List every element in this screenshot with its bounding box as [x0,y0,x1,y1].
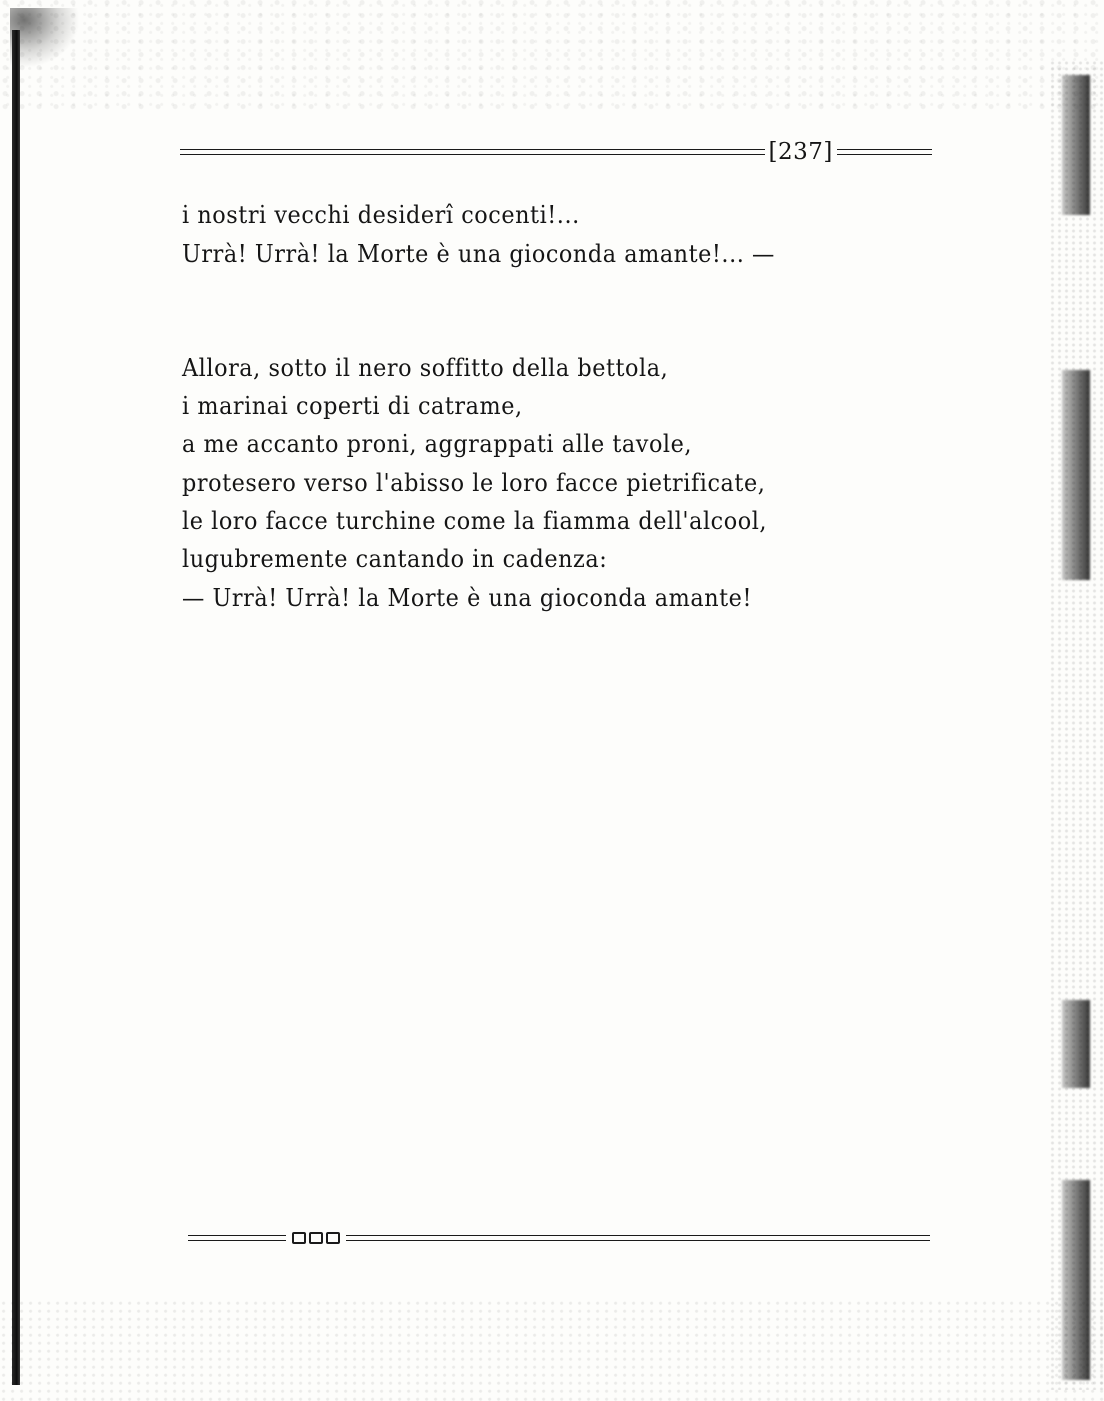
poem-line: Urrà! Urrà! la Morte è una gioconda amante!... — [182,240,775,268]
poem-line: i nostri vecchi desiderî cocenti!... [182,201,580,229]
header-rule-left [180,149,765,155]
header-rule-right [837,149,932,155]
poem-line: a me accanto proni, aggrappati alle tavole, [182,430,693,458]
scan-noise-top [0,0,1104,110]
footer-rule-left [188,1235,286,1241]
page-header [180,138,932,166]
ornament-square-icon [309,1232,323,1244]
ornament-square-icon [326,1232,340,1244]
footer-ornament [292,1232,340,1244]
scan-corner-shadow [10,8,80,68]
poem-line: le loro facce turchine come la fiamma dell'alcool, [182,507,768,535]
page-spine-shadow [12,30,20,1385]
edge-shadow-3 [1062,1000,1090,1088]
poem-line: protesero verso l'abisso le loro facce pietrificate, [182,469,766,497]
footer-ornament-rule [188,1228,940,1248]
page-number: [237] [768,138,833,165]
ornament-square-icon [292,1232,306,1244]
poem-line: lugubremente cantando in cadenza: [182,545,608,573]
scan-noise-bottom [0,1300,1104,1401]
edge-shadow-1 [1062,75,1090,215]
edge-shadow-2 [1062,370,1090,580]
poem-line: — Urrà! Urrà! la Morte è una gioconda amante! [182,584,752,612]
footer-rule-right [346,1235,930,1241]
poem-line: i marinai coperti di catrame, [182,392,523,420]
poem-line: Allora, sotto il nero soffitto della bettola, [182,354,669,382]
